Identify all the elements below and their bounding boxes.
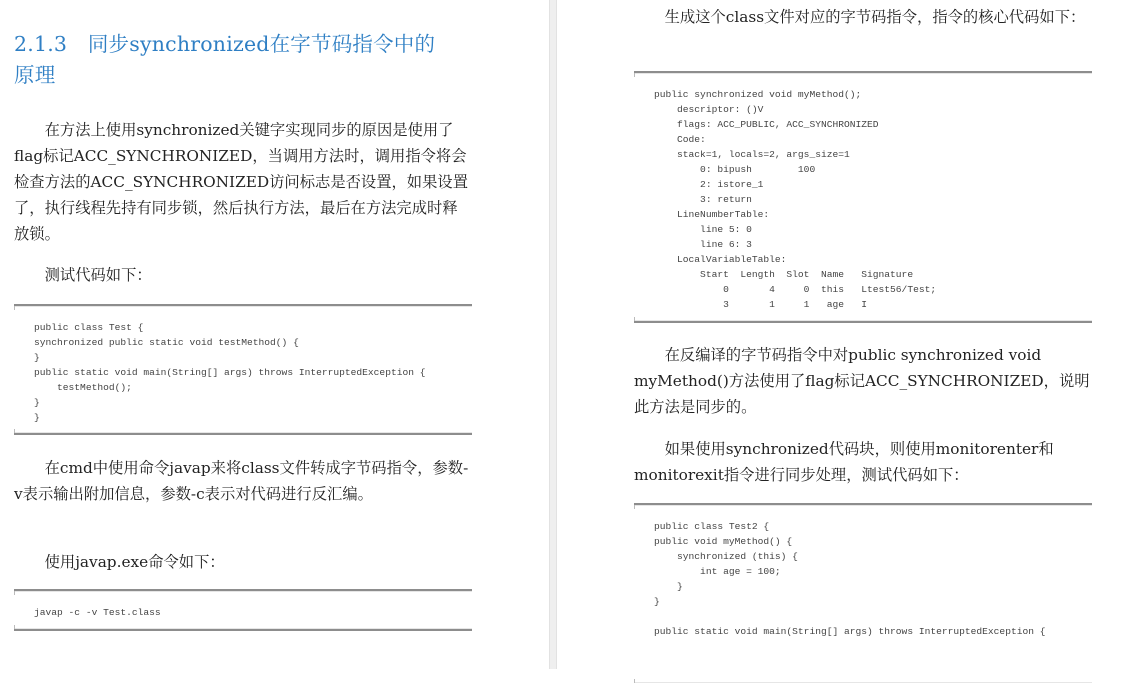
code-block-javap-command [14, 589, 472, 631]
code-line: stack=1, locals=2, args_size=1 [654, 149, 850, 160]
code-line: public static void main(String[] args) throws InterruptedException { [654, 626, 1046, 637]
paragraph-test-code-intro: 测试代码如下： [44, 266, 152, 284]
paragraph-sync-method-explanation: 在方法上使用synchronized关键字实现同步的原因是使用了flag标记ACC_SYNCHRONIZED，当调用方法时，调用指令将会检查方法的ACC_SYNCHRONIZED访问标志是否设置，如果设置了，执行线程先持有同步锁，然后执行方法，最后在方法完成时释放锁。 [14, 121, 469, 243]
paragraph-bytecode-intro: 生成这个class文件对应的字节码指令，指令的核心代码如下： [664, 8, 1086, 26]
code-line: } [654, 596, 660, 607]
code-line: public synchronized void myMethod(); [654, 89, 862, 100]
code-line: testMethod(); [34, 382, 132, 393]
code-line: Code: [654, 134, 706, 145]
section-heading [14, 29, 484, 91]
paragraph-monitor-intro: 如果使用synchronized代码块，则使用monitorenter和monitorexit指令进行同步处理，测试代码如下： [634, 440, 1054, 484]
code-line: 2: istore_1 [654, 179, 764, 190]
page-gutter [549, 0, 557, 669]
code-line: public class Test2 { [654, 521, 770, 532]
code-line: LineNumberTable: [654, 209, 770, 220]
paragraph-javap-command-intro: 使用javap.exe命令如下： [44, 553, 225, 571]
code-block-bytecode [634, 71, 1092, 323]
code-line: } [34, 412, 40, 423]
left-page [0, 0, 549, 669]
paragraph-decompile-explanation: 在反编译的字节码指令中对public synchronized void myMethod()方法使用了flag标记ACC_SYNCHRONIZED，说明此方法是同步的。 [634, 346, 1090, 416]
code-line: int age = 100; [654, 566, 781, 577]
code-block-test-class [14, 304, 472, 435]
paragraph-javap-explanation: 在cmd中使用命令javap来将class文件转成字节码指令，参数-v表示输出附加信息，参数-c表示对代码进行反汇编。 [14, 459, 469, 503]
code-line: public void myMethod() { [654, 536, 793, 547]
section-heading-line1: 2.1.3 同步synchronized在字节码指令中的 [14, 32, 436, 56]
code-line: Start Length Slot Name Signature [654, 269, 914, 280]
code-line: line 5: 0 [654, 224, 752, 235]
code-line: synchronized (this) { [654, 551, 798, 562]
code-line: public static void main(String[] args) throws InterruptedException { [34, 367, 426, 378]
code-line: descriptor: ()V [654, 104, 764, 115]
code-block-test2-class [634, 503, 1092, 683]
code-line: synchronized public static void testMethod() { [34, 337, 299, 348]
section-heading-line2: 原理 [14, 63, 56, 87]
code-line: javap -c -v Test.class [34, 607, 161, 618]
code-line: LocalVariableTable: [654, 254, 787, 265]
code-line: 3: return [654, 194, 752, 205]
right-page [557, 0, 1134, 669]
code-line: 0 4 0 this Ltest56/Test; [654, 284, 937, 295]
code-line: 3 1 1 age I [654, 299, 868, 310]
code-line: flags: ACC_PUBLIC, ACC_SYNCHRONIZED [654, 119, 879, 130]
code-line: } [654, 581, 683, 592]
code-line: 0: bipush 100 [654, 164, 816, 175]
code-line: } [34, 397, 40, 408]
code-line: line 6: 3 [654, 239, 752, 250]
code-line: public class Test { [34, 322, 144, 333]
code-line: } [34, 352, 40, 363]
